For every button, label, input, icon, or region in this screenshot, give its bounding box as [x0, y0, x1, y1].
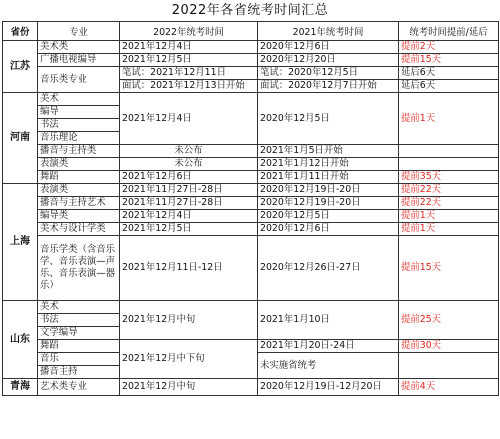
major-cell: 音乐类专业	[38, 67, 120, 93]
diff-cell: 提前30天	[399, 340, 499, 353]
table-row	[3, 67, 499, 80]
time-2022-cell: 2021年12月5日	[120, 223, 258, 236]
time-2022-cell: 2021年12月5日	[120, 54, 258, 67]
time-2022-cell: 未公布	[120, 145, 258, 158]
time-2021-cell: 2020年12月5日	[258, 93, 399, 145]
time-2022-cell: 未公布	[120, 158, 258, 171]
table-row	[3, 93, 499, 106]
exam-schedule-table	[2, 21, 499, 396]
diff-cell: 提前25天	[399, 301, 499, 340]
time-2022-cell: 2021年12月4日	[120, 41, 258, 54]
major-cell: 播音主持	[38, 366, 120, 379]
major-cell: 播音与主持艺术	[38, 197, 120, 210]
time-2021-cell: 2021年1月20日-24日	[258, 340, 399, 353]
time-2021-cell: 2021年1月11日开始	[258, 171, 399, 184]
diff-cell: 提前22天	[399, 197, 499, 210]
time-2021-cell: 未实施省统考	[258, 353, 399, 379]
table-row	[3, 171, 499, 184]
table-row	[3, 184, 499, 197]
major-cell: 书法	[38, 314, 120, 327]
table-row	[3, 158, 499, 171]
major-cell: 舞蹈	[38, 340, 120, 353]
time-2021-cell: 2020年12月5日	[258, 210, 399, 223]
time-2022-cell: 2021年12月11日-12日	[120, 236, 258, 301]
major-cell: 美术	[38, 301, 120, 314]
diff-cell: 提前15天	[399, 54, 499, 67]
table-row	[3, 210, 499, 223]
major-cell: 美术与设计学类	[38, 223, 120, 236]
diff-cell: 延后6天	[399, 80, 499, 93]
major-cell: 播音与主持类	[38, 145, 120, 158]
header-province: 省份	[3, 22, 38, 41]
time-2021-cell: 2021年1月10日	[258, 301, 399, 340]
time-2022-cell: 2021年12月6日	[120, 171, 258, 184]
time-2021-cell: 2020年12月6日	[258, 223, 399, 236]
diff-cell	[399, 145, 499, 158]
major-cell: 音乐理论	[38, 132, 120, 145]
time-2022-cell: 2021年12月中旬	[120, 379, 258, 396]
time-2022-cell: 2021年12月4日	[120, 93, 258, 145]
header-2022-time: 2022年统考时间	[120, 22, 258, 41]
diff-cell	[399, 158, 499, 171]
diff-cell: 提前1天	[399, 223, 499, 236]
header-diff: 统考时间提前/延后	[399, 22, 499, 41]
table-row	[3, 379, 499, 396]
time-2021-cell: 2020年12月19日-20日	[258, 184, 399, 197]
time-2022-cell: 2021年11月27日-28日	[120, 184, 258, 197]
header-2021-time: 2021年统考时间	[258, 22, 399, 41]
time-2021-cell: 2021年1月5日开始	[258, 145, 399, 158]
time-2021-cell: 2020年12月26日-27日	[258, 236, 399, 301]
time-2021-cell: 2020年12月19日-20日	[258, 197, 399, 210]
diff-cell: 延后6天	[399, 67, 499, 80]
province-shanghai: 上海	[3, 184, 38, 301]
time-2022-cell: 2021年12月中旬	[120, 301, 258, 340]
sheet-title: 2022年各省统考时间汇总	[171, 3, 329, 18]
diff-cell: 提前35天	[399, 171, 499, 184]
major-cell: 编导类	[38, 210, 120, 223]
table-row	[3, 145, 499, 158]
diff-cell: 提前4天	[399, 379, 499, 396]
major-cell: 书法	[38, 119, 120, 132]
time-2022-cell: 2021年11月27日-28日	[120, 197, 258, 210]
time-2021-cell: 2020年12月20日	[258, 54, 399, 67]
time-2021-cell: 面试：2020年12月7日开始	[258, 80, 399, 93]
header-major: 专业	[38, 22, 120, 41]
table-row	[3, 223, 499, 236]
diff-cell: 提前1天	[399, 210, 499, 223]
time-2021-cell: 笔试：2020年12月5日	[258, 67, 399, 80]
diff-cell: 提前2天	[399, 41, 499, 54]
time-2022-cell: 面试：2021年12月13日开始	[120, 80, 258, 93]
major-cell: 艺术类专业	[38, 379, 120, 396]
time-2022-cell: 笔试：2021年12月11日	[120, 67, 258, 80]
major-cell: 表演类	[38, 184, 120, 197]
time-2022-cell: 2021年12月4日	[120, 210, 258, 223]
time-2021-cell: 2020年12月6日	[258, 41, 399, 54]
major-cell: 美术	[38, 93, 120, 106]
major-cell: 文学编导	[38, 327, 120, 340]
major-cell: 音乐	[38, 353, 120, 366]
major-cell: 编导	[38, 106, 120, 119]
major-cell: 表演类	[38, 158, 120, 171]
time-2022-cell: 2021年12月中下旬	[120, 340, 258, 379]
table-row	[3, 340, 499, 353]
table-row	[3, 54, 499, 67]
major-cell: 舞蹈	[38, 171, 120, 184]
diff-cell: 提前1天	[399, 93, 499, 145]
time-2021-cell: 2021年1月12日开始	[258, 158, 399, 171]
diff-cell: 提前22天	[399, 184, 499, 197]
table-row	[3, 197, 499, 210]
major-cell: 美术类	[38, 41, 120, 54]
major-cell: 音乐学类（含音乐学、音乐表演—声乐、音乐表演—器乐）	[38, 236, 120, 301]
diff-cell	[399, 353, 499, 379]
province-shandong: 山东	[3, 301, 38, 379]
province-henan: 河南	[3, 93, 38, 184]
province-qinghai: 青海	[3, 379, 38, 396]
header-row	[3, 22, 499, 41]
province-jiangsu: 江苏	[3, 41, 38, 93]
table-row	[3, 41, 499, 54]
table-row	[3, 301, 499, 314]
time-2021-cell: 2020年12月19日-12月20日	[258, 379, 399, 396]
diff-cell: 提前15天	[399, 236, 499, 301]
major-cell: 广播电视编导	[38, 54, 120, 67]
